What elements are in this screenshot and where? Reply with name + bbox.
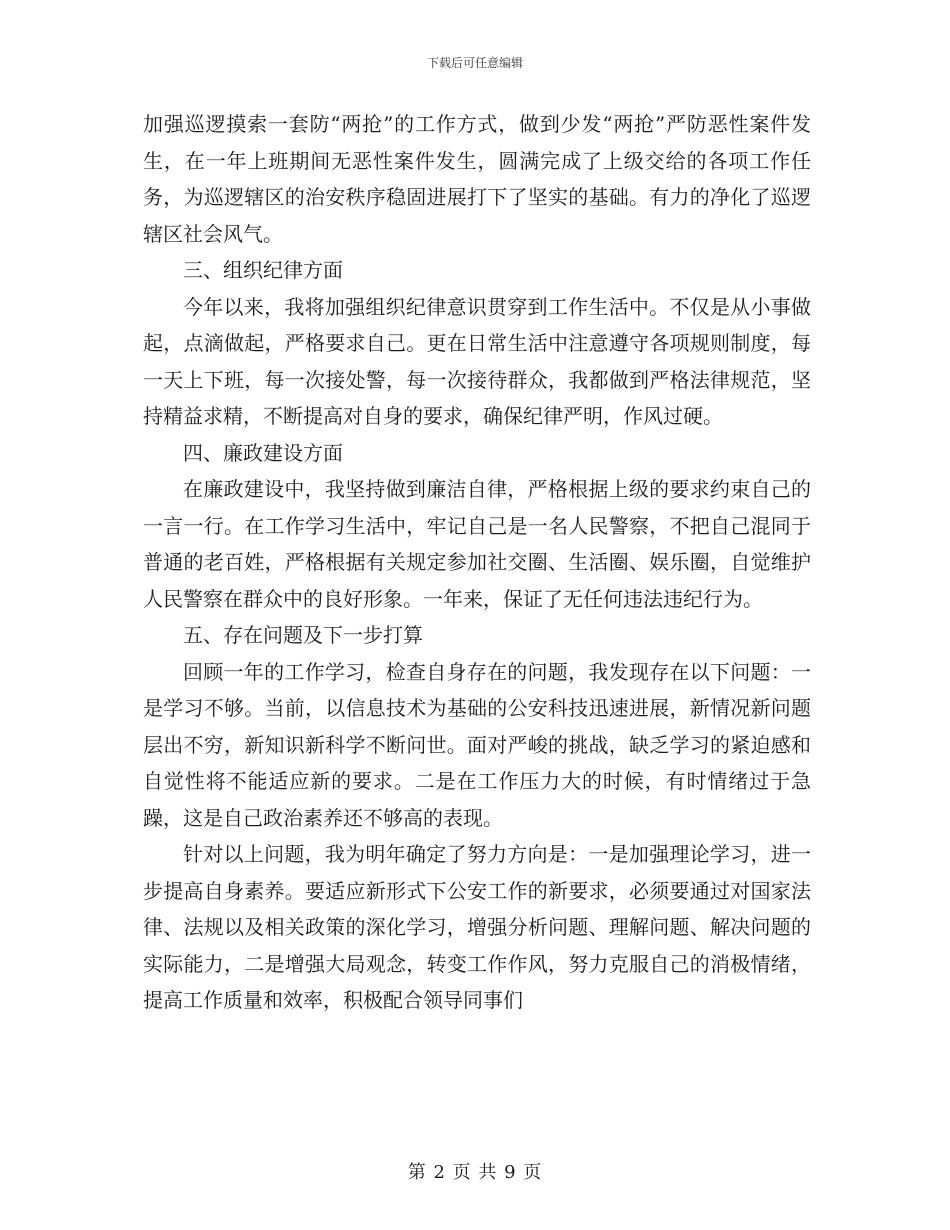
section-heading-discipline: 三、组织纪律方面 — [183, 258, 343, 282]
paragraph-problems: 回顾一年的工作学习，检查自身存在的问题，我发现存在以下问题：一是学习不够。当前，以信息技术为基础的公安科技迅速进展，新情况新问题层出不穷，新知识新科学不断问世。面对严峻的挑战，缺乏学习的紧迫感和自觉性将不能适应新的要求。二是在工作压力大的时候，有时情绪过于急躁，这是自己政治素养还不够高的表现。 — [143, 659, 811, 830]
page-header: 下载后可任意编辑 — [426, 56, 523, 70]
paragraph-continuation: 加强巡逻摸索一套防“两抢”的工作方式，做到少发“两抢”严防恶性案件发生，在一年上班期间无恶性案件发生，圆满完成了上级交给的各项工作任务，为巡逻辖区的治安秩序稳固进展打下了坚实的基础。有力的净化了巡逻辖区社会风气。 — [143, 112, 811, 246]
document-body — [143, 106, 811, 1019]
section-heading-integrity: 四、廉政建设方面 — [183, 440, 343, 465]
paragraph-plans: 针对以上问题，我为明年确定了努力方向是：一是加强理论学习，进一步提高自身素养。要适应新形式下公安工作的新要求，必须要通过对国家法律、法规以及相关政策的深化学习，增强分析问题、理解问题、解决问题的实际能力，二是增强大局观念，转变工作作风，努力克服自己的消极情绪，提高工作质量和效率，积极配合领导同事们 — [143, 842, 811, 1012]
section-heading-problems: 五、存在问题及下一步打算 — [183, 623, 423, 647]
page-number: 第 2 页 共 9 页 — [407, 1162, 543, 1183]
paragraph-integrity: 在廉政建设中，我坚持做到廉洁自律，严格根据上级的要求约束自己的一言一行。在工作学习生活中，牢记自己是一名人民警察，不把自己混同于普通的老百姓，严格根据有关规定参加社交圈、生活圈、娱乐圈，自觉维护人民警察在群众中的良好形象。一年来，保证了无任何违法违纪行为。 — [143, 477, 811, 611]
paragraph-discipline: 今年以来，我将加强组织纪律意识贯穿到工作生活中。不仅是从小事做起，点滴做起，严格要求自己。更在日常生活中注意遵守各项规则制度，每一天上下班，每一次接处警，每一次接待群众，我都做到严格法律规范，坚持精益求精，不断提高对自身的要求，确保纪律严明，作风过硬。 — [143, 294, 811, 428]
